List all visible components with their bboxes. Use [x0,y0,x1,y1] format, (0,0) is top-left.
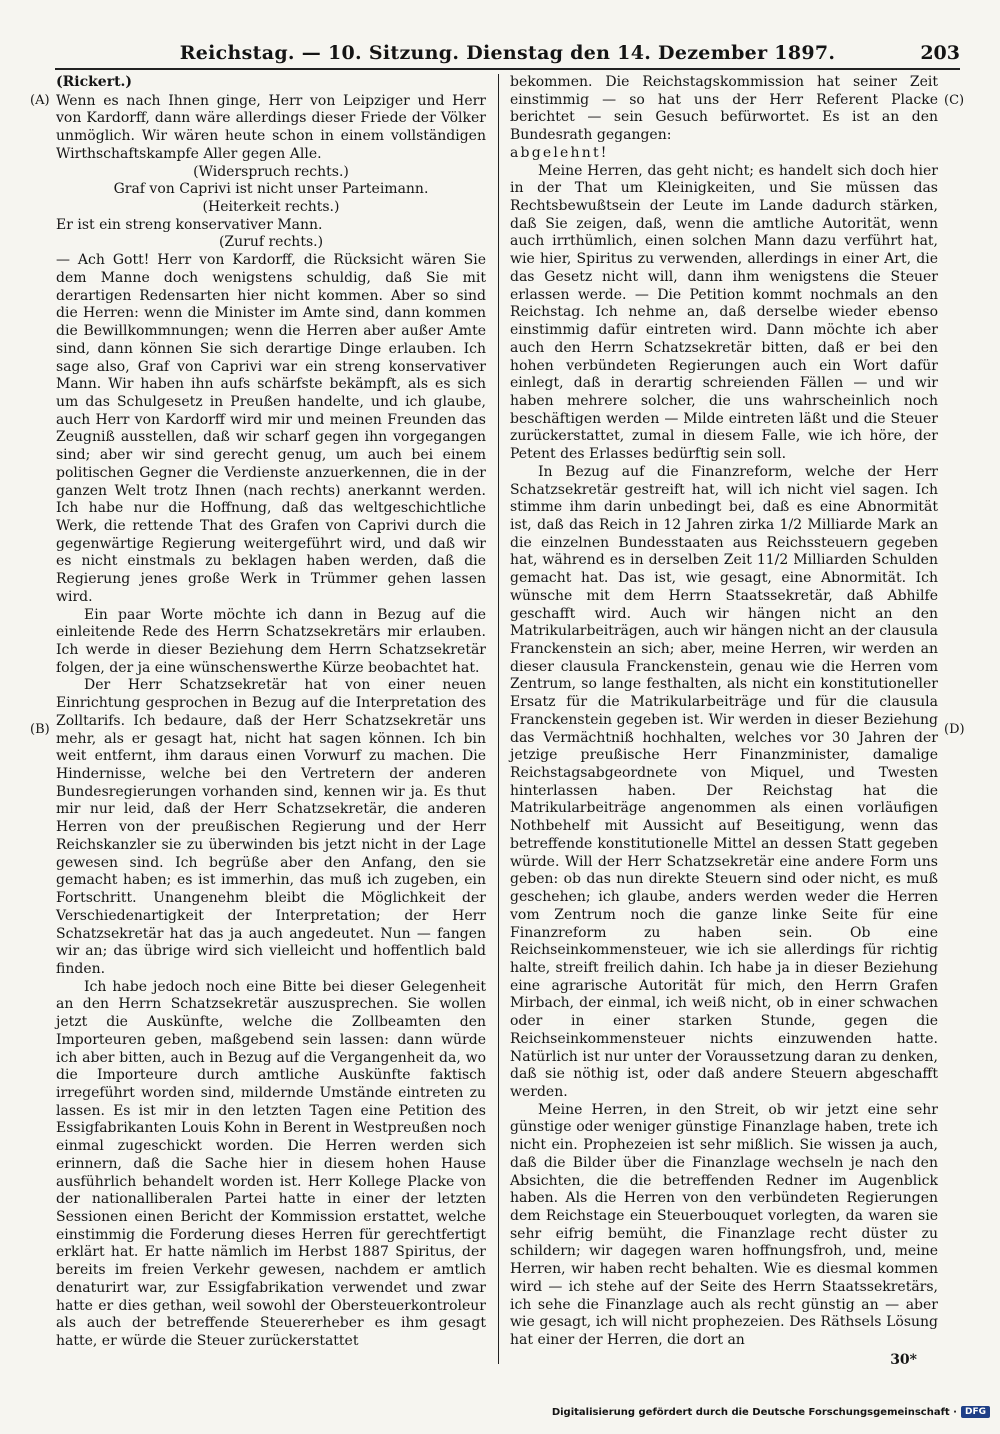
paragraph: Ich habe jedoch noch eine Bitte bei dieser Gelegenheit an den Herrn Schatzsekretär auszusprechen. Sie wollen jetzt die Auskünfte, welche die Zollbeamten den Importeuren geben, maßgebend sein lassen: dann würde ich aber bitten, auch in Bezug auf die Vergangenheit da, wo die Importeure durch amtliche Auskünfte faktisch irregeführt worden sind, mildernde Umstände eintreten zu lassen. Es ist mir in den letzten Tagen eine Petition des Essigfabrikanten Louis Kohn in Berent in Westpreußen noch einmal zugeschickt worden. Die Herren werden sich erinnern, daß die Sache hier in diesem hohen Hause ausführlich behandelt worden ist. Herr Kollege Placke von der nationalliberalen Partei hatte in einer der letzten Sessionen einen Bericht der Kommission erstattet, welche einstimmig die Forderung dieses Herren für gerechtfertigt erklärt hat. Er hatte nämlich im Herbst 1887 Spiritus, der bereits im freien Verkehr gewesen, nachdem er amtlich denaturirt war, zur Essigfabrikation verwendet und zwar hatte er dies gethan, weil sowohl der Obersteuerkontroleur als auch der betreffende Steuererheber es ihm gesagt hatte, er würde die Steuer zurückerstattet [56,978,487,1350]
dfg-logo-icon: DFG [961,1406,990,1418]
paragraph: Graf von Caprivi ist nicht unser Parteimann. [113,181,429,198]
margin-mark-c: (C) [944,93,965,108]
right-column [510,74,938,1350]
margin-mark-a: (A) [30,93,50,108]
paragraph: — Ach Gott! Herr von Kardorff, die Rücksicht wären Sie dem Manne doch wenigstens schuldig, daß Sie mit derartigen Redensarten hier nicht kommen. Aber so sind die Herren: wenn die Minister im Amte sind, dann kommen die Bewillkommnungen; wenn die Herren aber außer Amte sind, dann können Sie sich derartige Dinge erlauben. Ich sage also, Graf von Caprivi war ein streng konservativer Mann. Wir haben ihn aufs schärfste bekämpft, als es sich um das Schulgesetz in Preußen handelte, und ich glaube, auch Herr von Kardorff wird mir und meinen Freunden das Zeugniß ausstellen, daß wir scharf gegen ihn vorgegangen sind; aber wir sind gerecht genug, um auch bei einem politischen Gegner die Verdienste anzuerkennen, die in der ganzen Welt trotz Ihnen (nach rechts) anerkannt werden. Ich habe nur die Hoffnung, daß das weltgeschichtliche Werk, die rettende That des Grafen von Caprivi durch die gegenwärtige Regierung weitergeführt wird, und daß wir es nicht einstmals zu beklagen haben werden, daß die Regierung jenes große Werk in Trümmer gehen lassen wird. [56,252,486,605]
paragraph: Er ist ein streng konservativer Mann. [56,216,323,233]
credit-text: Digitalisierung gefördert durch die Deutsche Forschungsgemeinschaft · [551,1406,957,1418]
paragraph: Meine Herren, das geht nicht; es handelt sich doch hier in der That um Kleinigkeiten, und Sie müssen das Rechtsbewußtsein der Leute im Lande dadurch stärken, daß Sie zeigen, daß, wenn die amtliche Autorität, wenn auch irrthümlich, einen solchen Mann dazu verführt hat, wie hier, Spiritus zu verwenden, allerdings in einer Art, die das Gesetz nicht will, dann ihm wenigstens die Steuer erlassen werde. — Die Petition kommt nochmals an den Reichstag. Ich nehme an, daß derselbe wieder ebenso einstimmig dafür eintreten wird. Dann möchte ich aber auch den Herrn Schatzsekretär bitten, daß er bei den hohen verbündeten Regierungen auch ein Wort dafür einlegt, daß in derartig schreienden Fällen — und wir haben mehrere solcher, die uns wahrscheinlich noch beschäftigen werden — Milde eintreten läßt und die Steuer zurückerstattet, zumal in diesem Falle, wie ich höre, der Petent des Erlasses bedürftig sein soll. [510,162,938,463]
page-header [55,40,960,68]
column-divider [498,74,499,1364]
digitization-credit [552,1406,990,1418]
paragraph: In Bezug auf die Finanzreform, welche der Herr Schatzsekretär gestreift hat, will ich nicht viel sagen. Ich stimme ihm darin unbedingt bei, daß es eine Abnormität ist, daß das Reich in 12 Jahren zirka 1/2 Milliarde Mark an die einzelnen Bundesstaaten aus Reichssteuern gegeben hat, während es in derselben Zeit 11/2 Milliarden Schulden gemacht hat. Das ist, wie gesagt, eine Abnormität. Ich wünsche mit dem Herrn Staatssekretär, daß Abhilfe geschafft wird. Auch wir hängen nicht an den Matrikularbeiträgen, auch wir hängen nicht an der clausula Franckenstein an sich; aber, meine Herren, wir werden an dieser clausula Franckenstein, genau wie die Herren vom Zentrum, so lange festhalten, als nicht ein konstitutioneller Ersatz für die Matrikularbeiträge und für die clausula Franckenstein gegeben ist. Wir werden in dieser Beziehung das Vermächtniß hochhalten, welches vor 30 Jahren der jetzige preußische Herr Finanzminister, damalige Reichstagsabgeordnete von Miquel, und Twesten hinterlassen haben. Der Reichstag hat die Matrikularbeiträge angenommen als einen vorläufigen Nothbehelf mit Aussicht auf Beseitigung, wenn das betreffende konstitutionelle Mittel an dessen Statt gegeben würde. Will der Herr Schatzsekretär eine andere Form uns geben: ob das nun direkte Steuern sind oder nicht, es muß geschehen; ich glaube, anders werden weder die Herren vom Zentrum noch die ganze linke Seite für eine Finanzreform zu haben sein. Ob eine Reichseinkommensteuer, wie ich sie allerdings für richtig halte, streift freilich dahin. Ich habe ja in dieser Beziehung eine agrarische Autorität für mich, den Herrn Grafen Mirbach, der einmal, ich weiß nicht, ob in einer schwachen oder in einer starken Stunde, gegen die Reichseinkommensteuer nichts einzuwenden hatte. Natürlich ist nur unter der Voraussetzung daran zu denken, daß sie nöthig ist, oder daß andere Steuern abgeschafft werden. [510,463,938,1100]
speaker-name: (Rickert.) [56,74,133,90]
interjection: (Heiterkeit rechts.) [202,199,340,216]
interjection: (Widerspruch rechts.) [193,163,349,180]
paragraph: Der Herr Schatzsekretär hat von einer neuen Einrichtung gesprochen in Bezug auf die Interpretation des Zolltarifs. Ich bedaure, daß der Herr Schatzsekretär uns mehr, als er gesagt hat, nicht hat sagen können. Ich bin weit entfernt, ihm daraus einen Vorwurf zu machen. Die Hindernisse, welche bei den Vertretern der anderen Bundesregierungen vorhanden sind, kennen wir ja. Es thut mir nur leid, daß der Herr Schatzsekretär, die anderen Herren von der preußischen Regierung und der Herr Reichskanzler sie zu überwinden bis jetzt nicht in der Lage gewesen sind. Ich begrüße aber den Anfang, den sie gemacht haben; es ist immerhin, das muß ich zugeben, ein Fortschritt. Unangenehm bleibt die Möglichkeit der Verschiedenartigkeit der Interpretation; der Herr Schatzsekretär hat das ja auch angedeutet. Nun — fangen wir an; das übrige wird sich vielleicht und hoffentlich bald finden. [56,677,486,977]
running-title: Reichstag. — 10. Sitzung. Dienstag den 14. Dezember 1897. [179,42,836,64]
margin-mark-b: (B) [30,722,50,737]
paragraph-emphasis: abgelehnt! [510,144,609,161]
paragraph: Wenn es nach Ihnen ginge, Herr von Leipziger und Herr von Kardorff, dann wäre allerdings dieser Friede der Völker unmöglich. Wir wären heute schon in einem vollständigen Wirthschaftskampfe Aller gegen Alle. [56,92,486,162]
signature-mark: 30* [890,1352,917,1368]
page-number: 203 [920,42,960,64]
margin-mark-d: (D) [944,722,965,737]
paragraph: bekommen. Die Reichstagskommission hat seiner Zeit einstimmig — so hat uns der Herr Referent Placke berichtet — sein Gesuch befürwortet. Es ist an den Bundesrath gegangen: [510,74,938,144]
paragraph: Meine Herren, in den Streit, ob wir jetzt eine sehr günstige oder weniger günstige Finanzlage haben, trete ich nicht ein. Prophezeien ist sehr mißlich. Sie wissen ja auch, daß die Bilder über die Finanzlage wechseln je nach den Absichten, die die betreffenden Redner im Augenblick haben. Als die Herren von den verbündeten Regierungen dem Reichstage ein Steuerbouquet vorlegten, da waren sie sehr eifrig bemüht, die Finanzlage recht düster zu schildern; wir dagegen waren hoffnungsfroh, und, meine Herren, wir haben recht behalten. Wie es diesmal kommen wird — ich stehe auf der Seite des Herrn Staatssekretärs, ich sehe die Finanzlage auch als recht günstig an — aber wie gesagt, ich will nicht prophezeien. Des Räthsels Lösung hat einer der Herren, die dort an [510,1101,938,1349]
header-rule [55,68,960,70]
paragraph: Ein paar Worte möchte ich dann in Bezug auf die einleitende Rede des Herrn Schatzsekretärs mir erlauben. Ich werde in dieser Beziehung dem Herrn Schatzsekretär folgen, der ja eine wünschenswerthe Kürze beobachtet hat. [56,606,486,676]
interjection: (Zuruf rechts.) [218,234,324,251]
left-column [56,74,486,1351]
